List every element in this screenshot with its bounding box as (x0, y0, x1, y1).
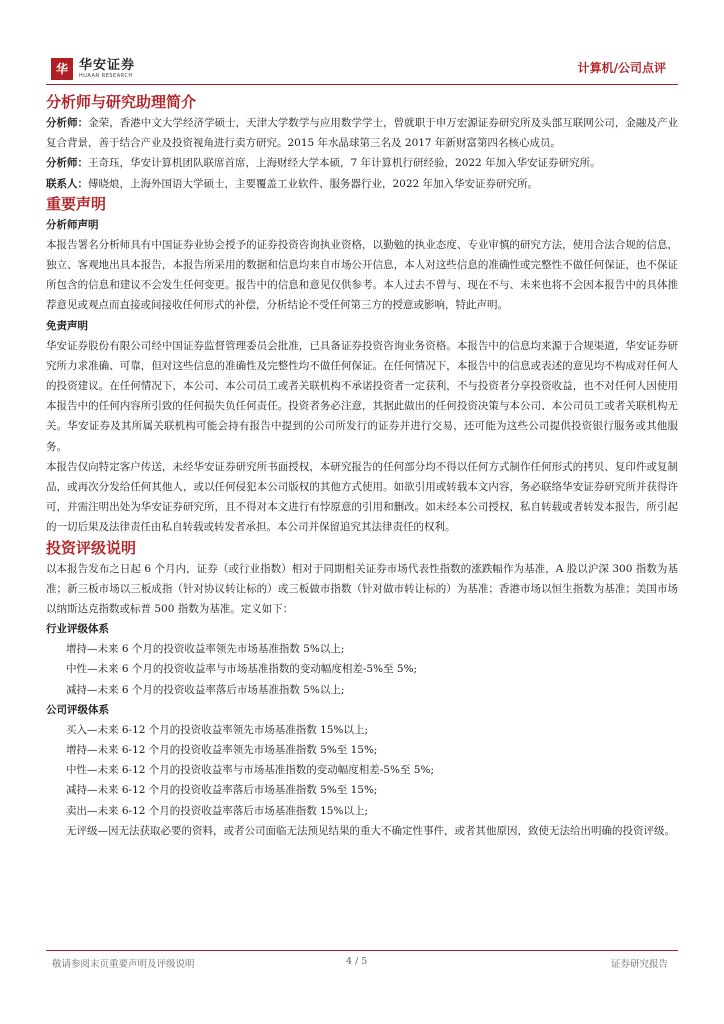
page-header (46, 55, 678, 87)
company-rating-item: 增持—未来 6-12 个月的投资收益率领先市场基准指数 5%至 15%; (66, 744, 378, 757)
footer-divider (46, 950, 678, 951)
logo-seal-icon: 华 (51, 58, 73, 80)
header-divider (46, 84, 678, 85)
analyst-section-title: 分析师与研究助理简介 (46, 93, 197, 111)
disclaimer-section-title: 重要声明 (46, 194, 107, 213)
page-content (46, 92, 678, 841)
contact-text: 傅晓烺，上海外国语大学硕士，主要覆盖工业软件、服务器行业，2022 年加入华安证券研究所。 (88, 177, 539, 190)
disclaimer-title: 免责声明 (46, 319, 88, 332)
footer-report-label: 证券研究报告 (610, 959, 668, 970)
industry-rating-item: 中性—未来 6 个月的投资收益率与市场基准指数的变动幅度相差-5%至 5%; (66, 663, 418, 676)
analyst-statement-title: 分析师声明 (46, 218, 99, 231)
analyst1-text: 金荣，香港中文大学经济学硕士，天津大学数学与应用数学学士，曾就职于申万宏源证券研究所及头部互联网公司，金融及产业复合背景，善于结合产业及投资视角进行卖方研究。2015 年水晶球第三名及 2017 年新财富第四名核心成员。 (46, 117, 679, 150)
analyst2-text: 王奇珏，华安计算机团队联席首席，上海财经大学本硕，7 年计算机行研经验，2022 年加入华安证券研究所。 (88, 157, 601, 170)
company-rating-item: 减持—未来 6-12 个月的投资收益率落后市场基准指数 5%至 15%; (66, 784, 378, 797)
industry-rating-item: 增持—未来 6 个月的投资收益率领先市场基准指数 5%以上; (66, 643, 345, 656)
analyst2-label: 分析师： (46, 157, 88, 170)
disclaimer-paragraph-1: 华安证券股份有限公司经中国证券监督管理委员会批准，已具备证券投资咨询业务资格。本报告中的信息均来源于合规渠道，华安证券研究所力求准确、可靠，但对这些信息的准确性及完整性均不做任何保证。在任何情况下，本报告中的信息或表述的意见均不构成对任何人的投资建议。在任何情况下，本公司、本公司员工或者关联机构不承诺投资者一定获利，不与投资者分享投资收益，也不对任何人因使用本报告中的任何内容所引致的任何损失负任何责任。投资者务必注意，其据此做出的任何投资决策与本公司、本公司员工或者关联机构无关。华安证券及其所属关联机构可能会持有报告中提到的公司所发行的证券并进行交易，还可能为这些公司提供投资银行服务或其他服务。 (46, 339, 678, 453)
logo-english-name: HUAAN RESEARCH (79, 72, 133, 79)
analyst1-bio (46, 113, 678, 153)
company-rating-item: 中性—未来 6-12 个月的投资收益率与市场基准指数的变动幅度相差-5%至 5%; (66, 764, 435, 777)
analyst1-label: 分析师： (46, 117, 89, 129)
rating-intro: 以本报告发布之日起 6 个月内，证券（或行业指数）相对于同期相关证券市场代表性指数的涨跌幅作为基准，A 股以沪深 300 指数为基准；新三板市场以三板成指（针对协议转让标的）或三板做市指数（针对做市转让标的）为基准；香港市场以恒生指数为基准；美国市场以纳斯达克指数或标普 500 指数为基准。定义如下： (46, 562, 678, 616)
logo-name: 华安证券 (79, 57, 136, 73)
company-rating-title: 公司评级体系 (46, 703, 109, 716)
company-rating-item: 买入—未来 6-12 个月的投资收益率领先市场基准指数 15%以上; (66, 723, 368, 736)
rating-section-title: 投资评级说明 (46, 538, 137, 557)
no-rating-item: 无评级—因无法获取必要的资料，或者公司面临无法预见结果的重大不确定性事件，或者其他原因，致使无法给出明确的投资评级。 (66, 824, 675, 837)
industry-rating-title: 行业评级体系 (46, 623, 109, 636)
report-type: 计算机/公司点评 (577, 61, 666, 75)
page-number: 4 / 5 (346, 956, 368, 967)
industry-rating-item: 减持—未来 6 个月的投资收益率落后市场基准指数 5%以上; (66, 683, 345, 696)
company-rating-item: 卖出—未来 6-12 个月的投资收益率落后市场基准指数 15%以上; (66, 804, 368, 817)
analyst-statement: 本报告署名分析师具有中国证券业协会授予的证券投资咨询执业资格，以勤勉的执业态度、专业审慎的研究方法，使用合法合规的信息，独立、客观地出具本报告，本报告所采用的数据和信息均来自市场公开信息，本人对这些信息的准确性或完整性不做任何保证，也不保证所包含的信息和建议不会发生任何变更。报告中的信息和意见仅供参考。本人过去不曾与、现在不与、未来也将不会因本报告中的具体推荐意见或观点而直接或间接收任何形式的补偿，分析结论不受任何第三方的授意或影响，特此声明。 (46, 238, 678, 312)
contact-label: 联系人： (46, 177, 88, 190)
footer-notice: 敬请参阅末页重要声明及评级说明 (52, 959, 195, 970)
analyst2-bio (46, 153, 678, 173)
contact-bio (46, 174, 678, 194)
disclaimer-paragraph-2: 本报告仅向特定客户传送，未经华安证券研究所书面授权，本研究报告的任何部分均不得以任何方式制作任何形式的拷贝、复印件或复制品，或再次分发给任何其他人，或以任何侵犯本公司版权的其他方式使用。如欲引用或转载本文内容，务必联络华安证券研究所并获得许可，并需注明出处为华安证券研究所，且不得对本文进行有悖原意的引用和删改。如未经本公司授权，私自转载或者转发本报告，所引起的一切后果及法律责任由私自转载或转发者承担。本公司并保留追究其法律责任的权利。 (46, 460, 678, 534)
company-logo (51, 58, 135, 80)
